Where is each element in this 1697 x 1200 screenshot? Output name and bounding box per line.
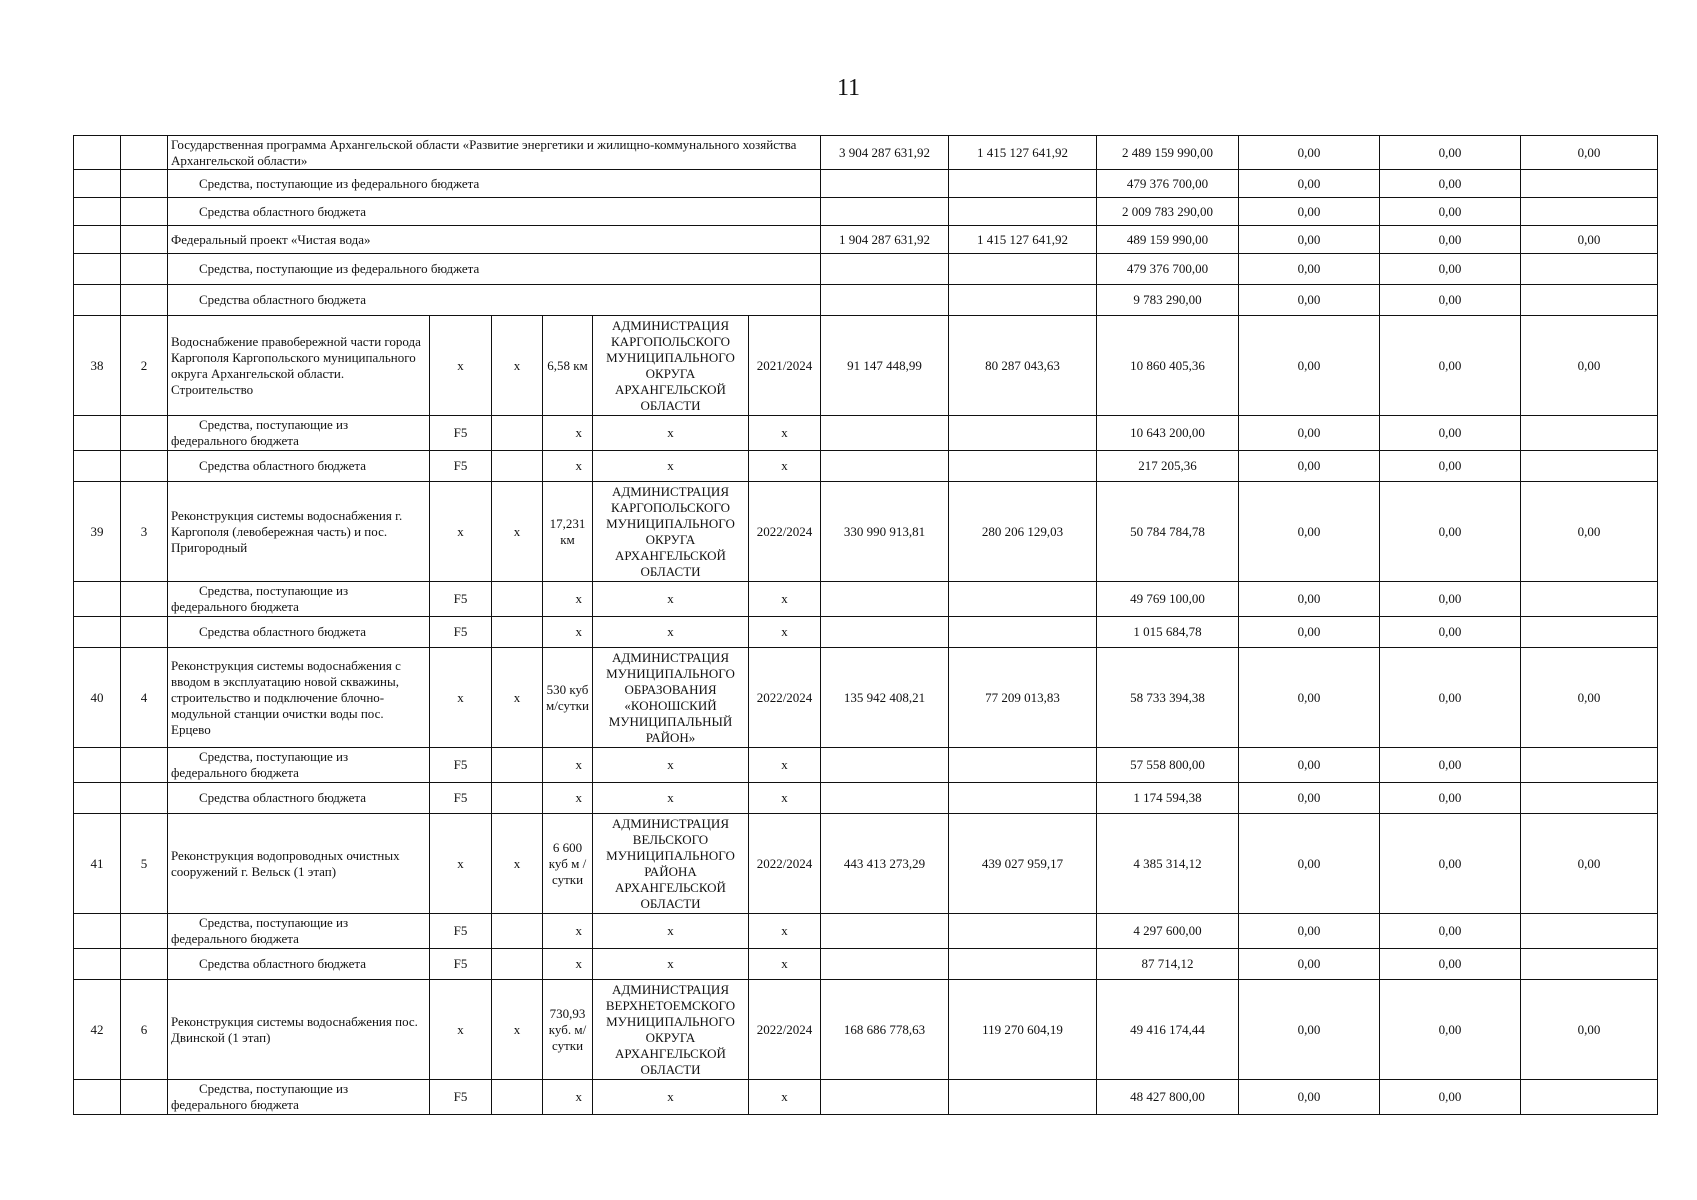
cell-2025: 0,00 <box>1239 482 1380 582</box>
cell-total: 135 942 408,21 <box>821 648 949 748</box>
cell-funded-before <box>949 582 1097 617</box>
cell-funded-before: 439 027 959,17 <box>949 814 1097 914</box>
cell-2024: 479 376 700,00 <box>1097 170 1239 198</box>
table-row <box>74 783 1658 814</box>
cell-2026: 0,00 <box>1380 285 1521 316</box>
cell-2024: 489 159 990,00 <box>1097 226 1239 254</box>
cell-2025: 0,00 <box>1239 170 1380 198</box>
cell-period: х <box>749 451 821 482</box>
cell-subnumber <box>121 226 168 254</box>
cell-remaining: 0,00 <box>1521 136 1658 170</box>
cell-capacity: х <box>543 1080 593 1115</box>
cell-2025: 0,00 <box>1239 1080 1380 1115</box>
cell-remaining <box>1521 914 1658 949</box>
cell-total <box>821 451 949 482</box>
cell-subnumber <box>121 617 168 648</box>
cell-funding-source <box>168 451 430 482</box>
cell-code-2: х <box>492 482 543 582</box>
cell-code: F5 <box>430 783 492 814</box>
cell-total: 1 904 287 631,92 <box>821 226 949 254</box>
table-row <box>74 617 1658 648</box>
cell-total: 91 147 448,99 <box>821 316 949 416</box>
cell-2026: 0,00 <box>1380 451 1521 482</box>
table-row <box>74 285 1658 316</box>
cell-2025: 0,00 <box>1239 914 1380 949</box>
cell-organization: х <box>593 748 749 783</box>
cell-2024: 87 714,12 <box>1097 949 1239 980</box>
cell-2026: 0,00 <box>1380 136 1521 170</box>
cell-remaining <box>1521 254 1658 285</box>
table-row <box>74 1080 1658 1115</box>
cell-code: F5 <box>430 949 492 980</box>
cell-remaining <box>1521 582 1658 617</box>
cell-funded-before <box>949 254 1097 285</box>
cell-capacity: 6 600 куб м / сутки <box>543 814 593 914</box>
cell-2024: 4 385 314,12 <box>1097 814 1239 914</box>
cell-period: х <box>749 617 821 648</box>
cell-total: 168 686 778,63 <box>821 980 949 1080</box>
cell-2026: 0,00 <box>1380 416 1521 451</box>
cell-period: 2022/2024 <box>749 648 821 748</box>
cell-total <box>821 783 949 814</box>
cell-organization: АДМИНИСТРАЦИЯ ВЕЛЬСКОГО МУНИЦИПАЛЬНОГО РАЙОНА АРХАНГЕЛЬСКОЙ ОБЛАСТИ <box>593 814 749 914</box>
cell-number <box>74 416 121 451</box>
cell-number <box>74 136 121 170</box>
table-row <box>74 949 1658 980</box>
cell-funded-before: 119 270 604,19 <box>949 980 1097 1080</box>
cell-code-2 <box>492 914 543 949</box>
table-row <box>74 416 1658 451</box>
cell-code-2: х <box>492 814 543 914</box>
funding-source-line-2: федерального бюджета <box>171 1097 299 1112</box>
cell-number <box>74 254 121 285</box>
cell-funding-source <box>168 617 430 648</box>
cell-total <box>821 416 949 451</box>
cell-2024: 2 009 783 290,00 <box>1097 198 1239 226</box>
cell-code: F5 <box>430 914 492 949</box>
funding-source-line-1: Средства областного бюджета <box>199 624 367 639</box>
cell-subnumber <box>121 783 168 814</box>
cell-number <box>74 1080 121 1115</box>
cell-remaining: 0,00 <box>1521 980 1658 1080</box>
cell-2024: 10 643 200,00 <box>1097 416 1239 451</box>
cell-total <box>821 617 949 648</box>
cell-organization: х <box>593 914 749 949</box>
cell-code: х <box>430 980 492 1080</box>
cell-funding-source <box>168 582 430 617</box>
funding-source-line-2: федерального бюджета <box>171 765 299 780</box>
funding-source-line-1: Средства областного бюджета <box>199 790 367 805</box>
cell-2026: 0,00 <box>1380 748 1521 783</box>
table-row <box>74 254 1658 285</box>
cell-2024: 2 489 159 990,00 <box>1097 136 1239 170</box>
cell-2025: 0,00 <box>1239 814 1380 914</box>
cell-2024: 4 297 600,00 <box>1097 914 1239 949</box>
cell-total <box>821 582 949 617</box>
table-row <box>74 582 1658 617</box>
cell-subnumber <box>121 949 168 980</box>
cell-subnumber <box>121 170 168 198</box>
cell-subnumber <box>121 748 168 783</box>
funding-source-line-2: федерального бюджета <box>171 433 299 448</box>
cell-subnumber <box>121 914 168 949</box>
cell-capacity: х <box>543 783 593 814</box>
cell-total <box>821 748 949 783</box>
cell-remaining <box>1521 451 1658 482</box>
cell-subnumber <box>121 1080 168 1115</box>
cell-funding-source <box>168 783 430 814</box>
cell-period: 2022/2024 <box>749 814 821 914</box>
budget-table <box>73 135 1658 1115</box>
cell-object-name: Реконструкция системы водоснабжения с вводом в эксплуатацию новой скважины, строительство и подключение блочно-модульной станции очистки воды пос. Ерцево <box>168 648 430 748</box>
cell-2026: 0,00 <box>1380 198 1521 226</box>
cell-funded-before <box>949 783 1097 814</box>
cell-subnumber: 5 <box>121 814 168 914</box>
cell-number <box>74 949 121 980</box>
funding-source-line-2: федерального бюджета <box>171 599 299 614</box>
cell-subnumber: 6 <box>121 980 168 1080</box>
cell-subnumber <box>121 416 168 451</box>
cell-organization: х <box>593 783 749 814</box>
table-row <box>74 814 1658 914</box>
cell-funding-source <box>168 416 430 451</box>
cell-remaining <box>1521 748 1658 783</box>
cell-2025: 0,00 <box>1239 949 1380 980</box>
cell-2026: 0,00 <box>1380 914 1521 949</box>
cell-subnumber: 4 <box>121 648 168 748</box>
cell-capacity: 530 куб м/сутки <box>543 648 593 748</box>
cell-funded-before <box>949 748 1097 783</box>
cell-organization: х <box>593 416 749 451</box>
cell-total: 3 904 287 631,92 <box>821 136 949 170</box>
cell-funded-before <box>949 416 1097 451</box>
cell-total <box>821 914 949 949</box>
cell-program-name: Государственная программа Архангельской области «Развитие энергетики и жилищно-коммунального хозяйства Архангельской области» <box>168 136 821 170</box>
cell-total <box>821 949 949 980</box>
cell-2026: 0,00 <box>1380 254 1521 285</box>
cell-program-name: Средства областного бюджета <box>168 285 821 316</box>
cell-2026: 0,00 <box>1380 783 1521 814</box>
cell-period: х <box>749 1080 821 1115</box>
cell-2025: 0,00 <box>1239 980 1380 1080</box>
cell-number <box>74 198 121 226</box>
cell-subnumber <box>121 582 168 617</box>
cell-capacity: х <box>543 949 593 980</box>
cell-object-name: Реконструкция системы водоснабжения г. Каргополя (левобережная часть) и пос. Пригородный <box>168 482 430 582</box>
cell-2026: 0,00 <box>1380 170 1521 198</box>
cell-remaining: 0,00 <box>1521 648 1658 748</box>
funding-source-line-1: Средства, поступающие из <box>199 749 349 764</box>
cell-code-2 <box>492 416 543 451</box>
cell-remaining: 0,00 <box>1521 226 1658 254</box>
cell-2024: 1 174 594,38 <box>1097 783 1239 814</box>
cell-code-2 <box>492 748 543 783</box>
cell-organization: х <box>593 949 749 980</box>
funding-source-line-1: Средства, поступающие из <box>199 583 349 598</box>
cell-total <box>821 285 949 316</box>
cell-remaining <box>1521 198 1658 226</box>
cell-program-name: Средства областного бюджета <box>168 198 821 226</box>
cell-period: 2021/2024 <box>749 316 821 416</box>
cell-2024: 58 733 394,38 <box>1097 648 1239 748</box>
cell-number: 39 <box>74 482 121 582</box>
cell-capacity: х <box>543 451 593 482</box>
table-row <box>74 648 1658 748</box>
cell-2025: 0,00 <box>1239 582 1380 617</box>
funding-source-line-1: Средства, поступающие из <box>199 1081 349 1096</box>
cell-2026: 0,00 <box>1380 1080 1521 1115</box>
table-row <box>74 226 1658 254</box>
cell-organization: х <box>593 1080 749 1115</box>
cell-code-2: х <box>492 648 543 748</box>
cell-funding-source <box>168 949 430 980</box>
cell-total <box>821 254 949 285</box>
cell-capacity: 17,231 км <box>543 482 593 582</box>
cell-funding-source <box>168 914 430 949</box>
cell-funded-before <box>949 285 1097 316</box>
cell-code: F5 <box>430 1080 492 1115</box>
cell-code-2 <box>492 617 543 648</box>
cell-2025: 0,00 <box>1239 451 1380 482</box>
cell-2025: 0,00 <box>1239 416 1380 451</box>
cell-code: х <box>430 814 492 914</box>
cell-2024: 49 769 100,00 <box>1097 582 1239 617</box>
cell-number: 40 <box>74 648 121 748</box>
cell-object-name: Водоснабжение правобережной части города Каргополя Каргопольского муниципального округа Архангельской области. Строительство <box>168 316 430 416</box>
table-row <box>74 136 1658 170</box>
cell-subnumber: 2 <box>121 316 168 416</box>
cell-2025: 0,00 <box>1239 617 1380 648</box>
cell-object-name: Реконструкция водопроводных очистных сооружений г. Вельск (1 этап) <box>168 814 430 914</box>
cell-funded-before: 77 209 013,83 <box>949 648 1097 748</box>
cell-period: х <box>749 914 821 949</box>
cell-code: х <box>430 316 492 416</box>
cell-code-2 <box>492 1080 543 1115</box>
cell-remaining <box>1521 949 1658 980</box>
cell-2026: 0,00 <box>1380 582 1521 617</box>
cell-code: х <box>430 648 492 748</box>
cell-period: х <box>749 949 821 980</box>
cell-object-name: Реконструкция системы водоснабжения пос. Двинской (1 этап) <box>168 980 430 1080</box>
cell-funded-before <box>949 451 1097 482</box>
cell-number <box>74 170 121 198</box>
cell-funding-source <box>168 1080 430 1115</box>
cell-code-2 <box>492 451 543 482</box>
cell-period: х <box>749 748 821 783</box>
cell-total: 443 413 273,29 <box>821 814 949 914</box>
cell-organization: х <box>593 617 749 648</box>
funding-source-line-1: Средства областного бюджета <box>199 956 367 971</box>
cell-subnumber <box>121 254 168 285</box>
cell-funding-source <box>168 748 430 783</box>
table-row <box>74 914 1658 949</box>
cell-capacity: х <box>543 914 593 949</box>
cell-number <box>74 451 121 482</box>
cell-subnumber <box>121 198 168 226</box>
cell-2025: 0,00 <box>1239 748 1380 783</box>
cell-2025: 0,00 <box>1239 254 1380 285</box>
cell-capacity: х <box>543 416 593 451</box>
cell-code: F5 <box>430 451 492 482</box>
cell-2025: 0,00 <box>1239 316 1380 416</box>
cell-2024: 57 558 800,00 <box>1097 748 1239 783</box>
cell-number: 42 <box>74 980 121 1080</box>
cell-organization: АДМИНИСТРАЦИЯ ВЕРХНЕТОЕМСКОГО МУНИЦИПАЛЬНОГО ОКРУГА АРХАНГЕЛЬСКОЙ ОБЛАСТИ <box>593 980 749 1080</box>
cell-funded-before: 1 415 127 641,92 <box>949 136 1097 170</box>
cell-2026: 0,00 <box>1380 617 1521 648</box>
table-row <box>74 482 1658 582</box>
page-number: 11 <box>836 75 861 101</box>
cell-total: 330 990 913,81 <box>821 482 949 582</box>
cell-code-2: х <box>492 980 543 1080</box>
table-row <box>74 316 1658 416</box>
cell-organization: АДМИНИСТРАЦИЯ МУНИЦИПАЛЬНОГО ОБРАЗОВАНИЯ «КОНОШСКИЙ МУНИЦИПАЛЬНЫЙ РАЙОН» <box>593 648 749 748</box>
cell-2026: 0,00 <box>1380 226 1521 254</box>
cell-remaining: 0,00 <box>1521 482 1658 582</box>
cell-code-2 <box>492 949 543 980</box>
cell-period: х <box>749 416 821 451</box>
cell-organization: х <box>593 451 749 482</box>
cell-program-name: Федеральный проект «Чистая вода» <box>168 226 821 254</box>
cell-2026: 0,00 <box>1380 648 1521 748</box>
cell-code-2 <box>492 582 543 617</box>
cell-remaining <box>1521 617 1658 648</box>
cell-funded-before <box>949 170 1097 198</box>
funding-source-line-1: Средства, поступающие из <box>199 417 349 432</box>
cell-remaining <box>1521 783 1658 814</box>
cell-2026: 0,00 <box>1380 814 1521 914</box>
funding-source-line-1: Средства областного бюджета <box>199 458 367 473</box>
cell-funded-before: 280 206 129,03 <box>949 482 1097 582</box>
cell-program-name: Средства, поступающие из федерального бюджета <box>168 170 821 198</box>
cell-capacity: х <box>543 617 593 648</box>
cell-2025: 0,00 <box>1239 285 1380 316</box>
cell-number <box>74 783 121 814</box>
table-row <box>74 980 1658 1080</box>
cell-2026: 0,00 <box>1380 316 1521 416</box>
table-row <box>74 198 1658 226</box>
cell-number <box>74 226 121 254</box>
cell-subnumber <box>121 285 168 316</box>
cell-capacity: 730,93 куб. м/сутки <box>543 980 593 1080</box>
cell-2026: 0,00 <box>1380 949 1521 980</box>
cell-number <box>74 748 121 783</box>
cell-remaining <box>1521 170 1658 198</box>
cell-organization: АДМИНИСТРАЦИЯ КАРГОПОЛЬСКОГО МУНИЦИПАЛЬНОГО ОКРУГА АРХАНГЕЛЬСКОЙ ОБЛАСТИ <box>593 316 749 416</box>
cell-code: F5 <box>430 748 492 783</box>
cell-subnumber <box>121 136 168 170</box>
cell-funded-before <box>949 1080 1097 1115</box>
cell-code: F5 <box>430 617 492 648</box>
table-body <box>74 136 1658 1115</box>
cell-total <box>821 170 949 198</box>
cell-funded-before: 1 415 127 641,92 <box>949 226 1097 254</box>
cell-2026: 0,00 <box>1380 980 1521 1080</box>
cell-period: 2022/2024 <box>749 482 821 582</box>
funding-source-line-2: федерального бюджета <box>171 931 299 946</box>
cell-2024: 49 416 174,44 <box>1097 980 1239 1080</box>
cell-organization: АДМИНИСТРАЦИЯ КАРГОПОЛЬСКОГО МУНИЦИПАЛЬНОГО ОКРУГА АРХАНГЕЛЬСКОЙ ОБЛАСТИ <box>593 482 749 582</box>
cell-remaining: 0,00 <box>1521 316 1658 416</box>
cell-code: F5 <box>430 582 492 617</box>
cell-2024: 9 783 290,00 <box>1097 285 1239 316</box>
cell-number: 38 <box>74 316 121 416</box>
cell-number: 41 <box>74 814 121 914</box>
table-row <box>74 170 1658 198</box>
cell-remaining: 0,00 <box>1521 814 1658 914</box>
cell-number <box>74 617 121 648</box>
table-row <box>74 748 1658 783</box>
cell-code-2: х <box>492 316 543 416</box>
cell-total <box>821 198 949 226</box>
cell-capacity: х <box>543 582 593 617</box>
cell-capacity: 6,58 км <box>543 316 593 416</box>
cell-code: х <box>430 482 492 582</box>
cell-capacity: х <box>543 748 593 783</box>
cell-2024: 479 376 700,00 <box>1097 254 1239 285</box>
funding-source-line-1: Средства, поступающие из <box>199 915 349 930</box>
cell-period: х <box>749 582 821 617</box>
cell-total <box>821 1080 949 1115</box>
cell-remaining <box>1521 285 1658 316</box>
cell-2024: 217 205,36 <box>1097 451 1239 482</box>
cell-number <box>74 582 121 617</box>
cell-code: F5 <box>430 416 492 451</box>
cell-remaining <box>1521 416 1658 451</box>
cell-2024: 1 015 684,78 <box>1097 617 1239 648</box>
cell-2025: 0,00 <box>1239 648 1380 748</box>
cell-funded-before <box>949 617 1097 648</box>
cell-2024: 50 784 784,78 <box>1097 482 1239 582</box>
cell-2025: 0,00 <box>1239 136 1380 170</box>
cell-2024: 48 427 800,00 <box>1097 1080 1239 1115</box>
cell-organization: х <box>593 582 749 617</box>
cell-funded-before <box>949 949 1097 980</box>
cell-2025: 0,00 <box>1239 226 1380 254</box>
cell-number <box>74 914 121 949</box>
cell-2025: 0,00 <box>1239 198 1380 226</box>
table-row <box>74 451 1658 482</box>
cell-subnumber: 3 <box>121 482 168 582</box>
cell-subnumber <box>121 451 168 482</box>
cell-funded-before <box>949 198 1097 226</box>
cell-funded-before: 80 287 043,63 <box>949 316 1097 416</box>
cell-period: 2022/2024 <box>749 980 821 1080</box>
cell-period: х <box>749 783 821 814</box>
cell-program-name: Средства, поступающие из федерального бюджета <box>168 254 821 285</box>
cell-2026: 0,00 <box>1380 482 1521 582</box>
cell-number <box>74 285 121 316</box>
cell-remaining <box>1521 1080 1658 1115</box>
cell-2024: 10 860 405,36 <box>1097 316 1239 416</box>
cell-2025: 0,00 <box>1239 783 1380 814</box>
cell-funded-before <box>949 914 1097 949</box>
cell-code-2 <box>492 783 543 814</box>
